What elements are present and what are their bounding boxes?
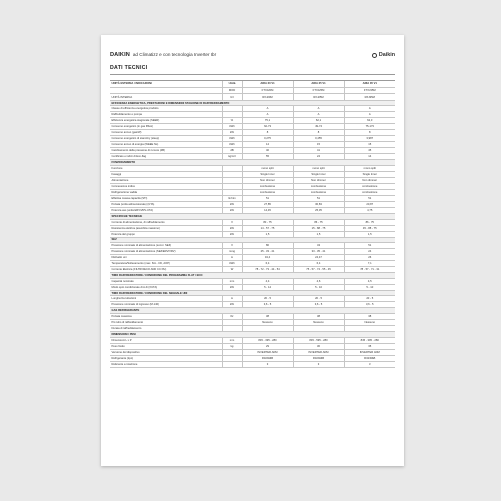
- spec-unit: kWh: [222, 261, 242, 267]
- spec-value: 86 - 75: [344, 219, 395, 225]
- spec-value: 62-73: [242, 124, 293, 130]
- spec-value: 45 - 88 - 75: [344, 225, 395, 231]
- section-heading: GAS REFRIGERANTE: [110, 308, 395, 314]
- spec-unit: [222, 361, 242, 367]
- section-heading: TIMO RAFFREDDATORE / CONDIZIONE DEL PROGRAMMA FLAT / ECO: [110, 273, 395, 279]
- spec-label: Certificato e indici di Eco-flag: [110, 154, 222, 160]
- spec-label: Potenza del gruppo: [110, 231, 222, 237]
- spec-value: 27,85: [242, 201, 293, 207]
- spec-unit: m: [222, 296, 242, 302]
- spec-value: RXJ35M: [344, 94, 395, 100]
- spec-value: FTXJ25M: [293, 88, 344, 94]
- spec-value: 8: [242, 130, 293, 136]
- logo-icon: [372, 53, 377, 58]
- spec-value: 3: [344, 361, 395, 367]
- brand-line: [110, 52, 216, 58]
- spec-unit: ltr/min: [222, 195, 242, 201]
- spec-value: 3: [293, 361, 344, 367]
- spec-value: 30: [293, 343, 344, 349]
- spec-value: 845 - 595 - 280: [293, 337, 344, 343]
- spec-label: Funzione: [110, 165, 222, 171]
- spec-value: 15: [344, 142, 395, 148]
- spec-unit: kW: [222, 302, 242, 308]
- spec-label: Pressione nominale di ingresso (M-140): [110, 302, 222, 308]
- spec-value: 14: [242, 142, 293, 148]
- spec-label: Corrente Elettrica (FILTRO/ECO AND CC PH): [110, 267, 222, 273]
- spec-value: combustione: [344, 189, 395, 195]
- spec-label: Consumo annuo (gas/W): [110, 130, 222, 136]
- spec-value: 1,5: [242, 231, 293, 237]
- spec-value: 29: [242, 343, 293, 349]
- spec-value: 14: [344, 154, 395, 160]
- spec-value: INVERTER ADM: [242, 349, 293, 355]
- spec-value: 0,275: [242, 136, 293, 142]
- spec-label: UNITÀ ESTERNA / INDICAZIONI: [110, 80, 222, 88]
- spec-unit: V: [222, 243, 242, 249]
- spec-value: 845 - 395 - 280: [344, 337, 395, 343]
- spec-value: INVERTER ADM: [293, 349, 344, 355]
- section-heading: DIMENSIONI / PESI: [110, 332, 395, 338]
- spec-label: Connessione indice: [110, 183, 222, 189]
- spec-unit: kW: [222, 231, 242, 237]
- spec-label: Refrigerazione vadda: [110, 189, 222, 195]
- spec-value: A: [344, 112, 395, 118]
- spec-unit: kg/m3: [222, 154, 242, 160]
- section-heading: SPECIFICHE TECNICHE: [110, 213, 395, 219]
- spec-unit: Unità: [222, 80, 242, 88]
- spec-value: 51: [344, 243, 395, 249]
- spec-label: Portata massima: [110, 314, 222, 320]
- spec-unit: kW: [222, 284, 242, 290]
- spec-unit: kW: [222, 207, 242, 213]
- spec-value: mono split: [293, 165, 344, 171]
- spec-value: 4,75: [344, 207, 395, 213]
- spec-value: Nessuno: [293, 320, 344, 326]
- spec-unit: mmg: [222, 249, 242, 255]
- spec-label: Portata (unità adimensionale) (UTA): [110, 201, 222, 207]
- spec-value: 14 - 57 - 75: [242, 225, 293, 231]
- section-heading: SEZ: [110, 237, 395, 243]
- spec-unit: kW: [222, 130, 242, 136]
- spec-value: combustione: [242, 183, 293, 189]
- spec-unit: dB: [222, 148, 242, 154]
- spec-unit: W: [222, 267, 242, 273]
- spec-value: 5 - 10: [344, 284, 395, 290]
- section-heading: EFFICIENZA ENERGETICA, PRESTAZIONI E DIMENSIONI STAGIONE DI RAFFREDDAMENTO: [110, 100, 395, 106]
- spec-value: 80 - 75: [242, 219, 293, 225]
- spec-value: 25 - 33 - 41: [242, 249, 293, 255]
- spec-label: Corrente di alimentazione, di raffreddamento: [110, 219, 222, 225]
- spec-label: Classe di efficienza energetica prodotto: [110, 106, 222, 112]
- spec-value: combustione: [344, 183, 395, 189]
- spec-unit: m: [222, 255, 242, 261]
- spec-unit: kW: [222, 201, 242, 207]
- spec-value: 20 - 5: [344, 296, 395, 302]
- spec-unit: MOD: [222, 88, 242, 94]
- spec-value: 845 - 395 - 280: [242, 337, 293, 343]
- spec-value: 5 - 10: [293, 284, 344, 290]
- spec-unit: kWh: [222, 136, 242, 142]
- spec-value: 3,6 - 5: [344, 302, 395, 308]
- spec-value: ARIA 25 V1: [293, 80, 344, 88]
- spec-value: 4,6: [293, 278, 344, 284]
- spec-value: 38: [293, 314, 344, 320]
- spec-value: 80: [242, 243, 293, 249]
- spec-value: A: [242, 106, 293, 112]
- spec-value: 3,6 - 5: [242, 302, 293, 308]
- spec-value: 45: [344, 148, 395, 154]
- spec-value: 24,47: [293, 255, 344, 261]
- spec-value: 38: [344, 314, 395, 320]
- spec-value: 51: [344, 195, 395, 201]
- section-heading: TIMO RAFFREDDATORE / CONDIZIONE DEL SEGNALE UNI: [110, 290, 395, 296]
- spec-value: A: [293, 106, 344, 112]
- spec-unit: kWh: [222, 124, 242, 130]
- spec-value: 43: [293, 243, 344, 249]
- spec-value: mono split: [242, 165, 293, 171]
- spec-value: mono split: [344, 165, 395, 171]
- spec-value: INVERTER ADM: [344, 349, 395, 355]
- spec-value: 38: [242, 314, 293, 320]
- spec-unit: kW: [222, 225, 242, 231]
- spec-value: 14,45: [242, 207, 293, 213]
- spec-value: R32/R&B: [344, 355, 395, 361]
- spec-unit: V: [222, 219, 242, 225]
- table-row: [110, 361, 395, 367]
- spec-label: Pressione nominale di alimentazione (sonnr. SEZ): [110, 243, 222, 249]
- spec-value: 20 - 5: [242, 296, 293, 302]
- spec-value: A: [293, 112, 344, 118]
- spec-value: Single Inner: [344, 171, 395, 177]
- spec-value: FTXJ35M: [344, 88, 395, 94]
- spec-value: 15 - 88 - 75: [293, 225, 344, 231]
- spec-label: Consumo energetico (in gas fiffusi): [110, 124, 222, 130]
- spec-value: 0,455: [293, 136, 344, 142]
- spec-value: Single Inner: [242, 171, 293, 177]
- spec-value: 34,4: [242, 255, 293, 261]
- spec-value: 20 - 5: [293, 296, 344, 302]
- spec-label: Modo spot condizionale di A di (XUTA): [110, 284, 222, 290]
- spec-label: Consumo annuo di energia (WEEE Ns): [110, 142, 222, 148]
- section-heading: FUNZIONAMENTO: [110, 160, 395, 166]
- section-title: DATI TECNICI: [110, 65, 148, 71]
- spec-unit: kWh: [222, 142, 242, 148]
- spec-value: Non dimmer: [344, 177, 395, 183]
- spec-unit: lbr: [222, 314, 242, 320]
- spec-value: FTXJ20M: [242, 88, 293, 94]
- spec-label: Consumo energetico di stand-by (sleep): [110, 136, 222, 142]
- spec-value: 24: [344, 249, 395, 255]
- spec-value: 24: [293, 154, 344, 160]
- spec-unit: kg: [222, 343, 242, 349]
- spec-label: Effettiva massa capacità (STI): [110, 195, 222, 201]
- page-header: [110, 50, 395, 60]
- spec-value: 30,83: [293, 201, 344, 207]
- spec-label: Pressione nominale di alimentazione (SEZ/ERV/VRV): [110, 249, 222, 255]
- spec-value: 20,87: [344, 201, 395, 207]
- spec-label: Referente a rotazione: [110, 361, 222, 367]
- spec-label: Più tubo di raffreddamento: [110, 320, 222, 326]
- spec-value: Non dimmer: [242, 177, 293, 183]
- spec-label: Dimensioni L x P: [110, 337, 222, 343]
- spec-value: A: [242, 112, 293, 118]
- spec-value: 40: [242, 148, 293, 154]
- brand-name: DAIKIN: [110, 52, 130, 58]
- spec-value: 75,1: [242, 118, 293, 124]
- spec-value: 4,4: [242, 278, 293, 284]
- spec-value: 25,35: [293, 207, 344, 213]
- spec-value: A: [344, 106, 395, 112]
- spec-value: 26: [344, 255, 395, 261]
- datasheet-page: [101, 35, 404, 466]
- spec-value: 51: [293, 195, 344, 201]
- spec-label: Lunghezza tubazioni: [110, 296, 222, 302]
- title-divider: [110, 74, 395, 75]
- spec-value: 6,4: [242, 261, 293, 267]
- spec-label: Cambiamento della pressione di rumore (dB): [110, 148, 222, 154]
- spec-value: 1,5: [344, 231, 395, 237]
- spec-label: Versione del dispositivo: [110, 349, 222, 355]
- spec-value: combustione: [293, 183, 344, 189]
- specs-table: [110, 80, 395, 368]
- spec-label: UNITÀ INTERNA: [110, 94, 222, 100]
- spec-value: 62,3: [344, 118, 395, 124]
- spec-value: Single Inner: [293, 171, 344, 177]
- spec-value: 78 - 57 - 71 - 31: [344, 267, 395, 273]
- spec-label: Refrigerante (tipo): [110, 355, 222, 361]
- spec-value: 75 - 57 - 74 - 55 - 45: [293, 267, 344, 273]
- spec-value: 55: [242, 154, 293, 160]
- spec-value: 3: [242, 361, 293, 367]
- spec-value: ARIA 20 V1: [242, 80, 293, 88]
- spec-label: Potenza ass (unità ERV/VRV-UTA): [110, 207, 222, 213]
- spec-value: Non dimmer: [293, 177, 344, 183]
- table-header-row: [110, 80, 395, 88]
- spec-value: 15: [293, 142, 344, 148]
- spec-value: 33 - 35 - 41: [293, 249, 344, 255]
- spec-value: Nessuno: [344, 320, 395, 326]
- spec-label: Peso Netto: [110, 343, 222, 349]
- spec-value: 5 - 14: [242, 284, 293, 290]
- spec-value: 1,5: [293, 231, 344, 237]
- spec-value: R32/R&B: [242, 355, 293, 361]
- spec-label: Temperatura/Sollevamento (max. 6/A - CD, AOP): [110, 261, 222, 267]
- spec-label: Efficienza energetica stagionale (SEER): [110, 118, 222, 124]
- spec-value: 7,1: [344, 261, 395, 267]
- spec-unit: %: [222, 118, 242, 124]
- spec-value: combustione: [293, 189, 344, 195]
- brand-logo: [372, 52, 395, 58]
- spec-value: 78 - 72 - 73 - 44 - 54: [242, 267, 293, 273]
- spec-label: Resistenza elettrica (assorbita massimo): [110, 225, 222, 231]
- spec-value: 6,4: [293, 261, 344, 267]
- spec-value: 3,6 - 5: [293, 302, 344, 308]
- spec-value: 3,987: [344, 136, 395, 142]
- series-name: ad Climatizz e con tecnologia Inverter Ibr: [132, 52, 217, 57]
- spec-value: 4,5: [344, 278, 395, 284]
- spec-value: 35: [344, 343, 395, 349]
- spec-label: Alimentazione: [110, 177, 222, 183]
- spec-label: Capacità nominale: [110, 278, 222, 284]
- spec-value: Nessuno: [242, 320, 293, 326]
- spec-value: 49-74: [293, 124, 344, 130]
- spec-value: 51: [242, 195, 293, 201]
- spec-unit: mm: [222, 337, 242, 343]
- spec-value: 8: [293, 130, 344, 136]
- specs-table-body: [110, 80, 395, 367]
- spec-value: 41: [293, 148, 344, 154]
- spec-value: 86 - 75: [293, 219, 344, 225]
- spec-value: RXJ20M: [242, 94, 293, 100]
- spec-label: Fasaggi: [110, 171, 222, 177]
- spec-value: ARIA 35 V1: [344, 80, 395, 88]
- spec-label: Dislivello uni: [110, 255, 222, 261]
- logo-text: Daikin: [378, 52, 395, 58]
- spec-value: 8: [344, 130, 395, 136]
- spec-unit: U/I: [222, 94, 242, 100]
- spec-value: 75-173: [344, 124, 395, 130]
- spec-value: RXJ25M: [293, 94, 344, 100]
- spec-label: Durata di raffreddamento: [110, 326, 222, 332]
- spec-unit: mm: [222, 278, 242, 284]
- spec-value: R32/R&B: [293, 355, 344, 361]
- spec-label: Raffreddamento e pompa: [110, 112, 222, 118]
- spec-value: combustione: [242, 189, 293, 195]
- spec-value: 62,1: [293, 118, 344, 124]
